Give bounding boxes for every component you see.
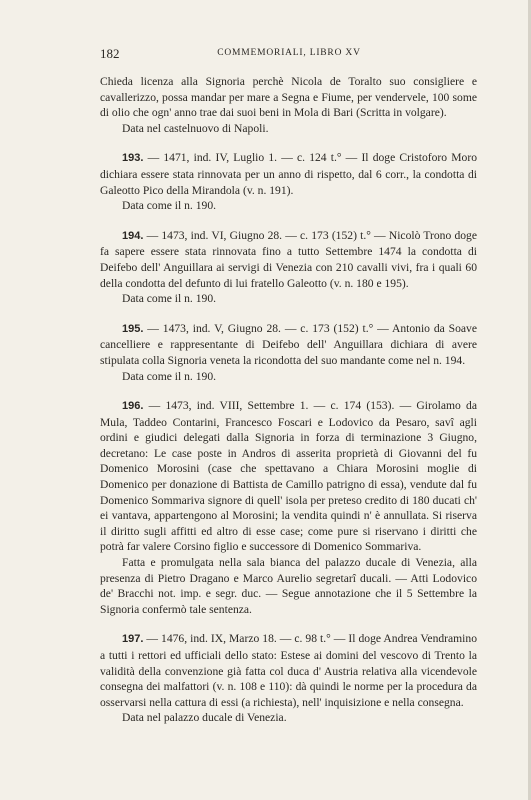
entry-number: 193.: [122, 152, 144, 165]
intro-note: Data nel castelnuovo di Napoli.: [122, 121, 269, 135]
entry-body: [100, 150, 477, 198]
entry-body: [100, 398, 477, 555]
entry-note: Data nel palazzo ducale di Venezia.: [122, 711, 287, 725]
entry-note: Data come il n. 190.: [122, 292, 217, 306]
entry-note: Data come il n. 190.: [122, 199, 217, 213]
page-header: [100, 46, 478, 62]
entry-body: [100, 228, 477, 291]
entry-text: — 1473, ind. V, Giugno 28. — c. 173 (152) t.° — Antonio da Soave cancelliere e rappresentante di Deifebo dell' Anguillara dichiara di avere stipulata colla Signoria veneta la ricondotta del suo mandante come nel n. 194.: [100, 321, 477, 367]
entry-text: — 1473, ind. VI, Giugno 28. — c. 173 (152) t.° — Nicolò Trono doge fa sapere essere stata rinnovata fino a tutto Settembre 1474 la condotta di Deifebo dell' Anguillara ai servigi di Venezia con 210 cavalli vivi, fra i quali 60 della condotta del defunto di lui fratello Galeotto (v. n. 180 e 195).: [100, 228, 477, 290]
entry-subparagraph: Fatta e promulgata nella sala bianca del palazzo ducale di Venezia, alla presenza di Pietro Dragano e Marco Aurelio segretarî ducali. — Atti Lodovico de' Bracchi not. imp. e segr. duc. — Segue annotazione che il 5 Settembre la Signoria confermò tale sentenza.: [100, 556, 477, 616]
entry-note: Data come il n. 190.: [122, 369, 217, 383]
entry-number: 195.: [122, 322, 144, 335]
entry-197: [100, 631, 477, 726]
page-number: 182: [100, 46, 120, 61]
entry-194: [100, 228, 477, 307]
entry-196: [100, 398, 477, 617]
entry-number: 194.: [122, 229, 144, 242]
entry-number: 197.: [122, 633, 144, 646]
entry-body: [100, 321, 477, 369]
entry-193: [100, 150, 477, 213]
entry-195: [100, 321, 477, 384]
page-body: [100, 74, 477, 726]
intro-paragraph: Chieda licenza alla Signoria perchè Nicola de Toralto suo consigliere e cavallerizzo, possa mandar per mare a Segna e Fiume, per vendervele, 100 some di olio che ogn' anno trae dai suoi beni in Mola di Bari (Scritta in volgare).: [100, 75, 477, 120]
entry-text: — 1473, ind. VIII, Settembre 1. — c. 174 (153). — Girolamo da Mula, Taddeo Contarini, Francesco Foscari e Lodovico da Pesaro, savî agli ordini e giudici delegati dalla Signoria in forza di terminazione 3 Giugno, decretano: Le case poste in Andros di asserita proprietà di Giovanni del fu Domenico Morosini (case che spettavano a Chiara Morosini moglie di Domenico per donazione di Battista de Camillo patrigno di essa), vendute dal fu Domenico Sommariva signore di quell' isola per preteso credito di 180 ducati ch' ei vantava, appartengono al Morosini; la vendita quindi n' è annullata. Si riserva il diritto sugli affitti ed altro di esse case; come pure si riservano i diritti che potrà far valere Corsino figlio e successore di Domenico Sommariva.: [100, 399, 477, 554]
entry-text: — 1476, ind. IX, Marzo 18. — c. 98 t.° — Il doge Andrea Vendramino a tutti i rettori ed ufficiali dello stato: Estese ai domini del vescovo di Trento la validità della convenzione già fatta col duca d' Austria relativa alla vicendevole consegna dei malfattori (v. n. 108 e 110): dà quindi le norme per la procedura da osservarsi nella cattura di essi (a richiesta), nell' inquisizione e nella consegna.: [100, 632, 477, 709]
entry-number: 196.: [122, 400, 144, 413]
entry-text: — 1471, ind. IV, Luglio 1. — c. 124 t.° — Il doge Cristoforo Moro dichiara essere stata rinnovata per un anno di rispetto, dal 6 corr., la condotta di Galeotto Pico della Mirandola (v. n. 191).: [100, 151, 477, 197]
running-title: COMMEMORIALI, LIBRO XV: [217, 48, 361, 58]
entry-body: [100, 631, 477, 710]
